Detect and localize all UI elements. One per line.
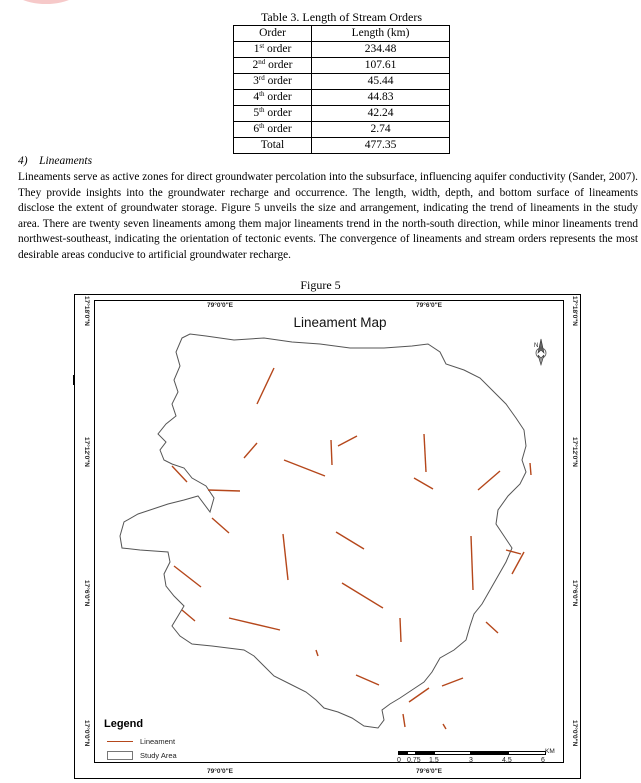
right-lat-label-1: 17°18'0"N [571,296,578,326]
legend-study-area-swatch [107,751,133,760]
bottom-lon-label-1: 79°0'0"E [207,768,234,775]
legend-study-area-label: Study Area [140,751,177,760]
table-header-row [234,26,450,42]
left-lat-label-3: 17°6'0"N [83,580,90,607]
lineament-line [331,440,332,465]
bottom-lon-label-2: 79°6'0"E [416,768,443,775]
scale-segment [471,751,508,755]
order-cell: 1st order [234,42,312,58]
right-lat-label-4: 17°0'0"N [571,720,578,747]
scale-segment [434,751,471,755]
north-arrow-icon [531,337,551,367]
scale-label: 6 [541,757,545,764]
scale-label: 1.5 [429,757,439,764]
lineament-line [486,622,498,633]
length-cell: 42.24 [312,106,450,122]
scale-segment [508,751,546,755]
left-lat-label-4: 17°0'0"N [83,720,90,747]
length-cell: 45.44 [312,74,450,90]
left-lat-label-1: 17°18'0"N [83,296,90,326]
scale-label: 3 [469,757,473,764]
order-cell: 5th order [234,106,312,122]
top-lon-label-1: 79°0'0"E [207,302,234,309]
length-cell: 2.74 [312,122,450,138]
left-lat-label-2: 17°12'0"N [83,437,90,467]
figure-caption: Figure 5 [300,278,341,292]
lineament-line [512,552,524,574]
table-total-row [234,138,450,154]
header-order: Order [234,26,312,42]
table-row [234,58,450,74]
section-paragraph: Lineaments serve as active zones for direct groundwater percolation into the subsurface, influencing aquifer conductivity (Sander, 2007). They provide insights into the groundwater recharge and occurrence. The length, width, depth, and bottom surface of lineaments disclose the extent of groundwater storage. Figure 5 unveils the size and arrangement, indicating the trend of lineaments in the study area. There are twenty seven lineaments among them major lineaments trend in the north-south direction, while minor lineaments trend northwest-southeast, indicating the orientation of tectonic events. The convergence of lineaments and stream orders represents the most desirable areas conducive to artificial groundwater recharge. [18,171,638,261]
scale-bar [398,751,546,755]
total-value: 477.35 [312,138,450,154]
right-lat-label-3: 17°6'0"N [571,580,578,607]
section-heading: 4) Lineaments [18,155,93,167]
top-lon-label-2: 79°6'0"E [416,302,443,309]
legend-title: Legend [104,718,144,730]
stream-order-table [233,25,450,154]
study-area-boundary [120,334,526,728]
table-row [234,74,450,90]
order-cell: 6th order [234,122,312,138]
legend-lineament-swatch [107,741,133,742]
lineament-line [403,714,405,727]
order-cell: 3rd order [234,74,312,90]
right-lat-label-2: 17°12'0"N [571,437,578,467]
scale-unit: KM [545,748,555,755]
scale-segment [416,751,434,755]
table-row [234,122,450,138]
lineament-line [530,463,531,475]
length-cell: 234.48 [312,42,450,58]
table-title: Table 3. Length of Stream Orders [260,10,423,24]
table-row [234,42,450,58]
scale-segment [398,751,407,755]
scale-label: 0.75 [407,757,421,764]
lineament-line [400,618,401,642]
north-label: N [534,343,539,349]
lineament-line [442,678,463,686]
lineament-map [94,300,564,763]
scale-label: 0 [397,757,401,764]
table-row [234,90,450,106]
corner-decoration [6,0,86,4]
map-title: Lineament Map [293,315,387,330]
scale-label: 4.5 [502,757,512,764]
legend-lineament-label: Lineament [140,737,176,746]
lineament-line [443,724,446,729]
header-length: Length (km) [312,26,450,42]
order-cell: 4th order [234,90,312,106]
length-cell: 44.83 [312,90,450,106]
order-cell: 2nd order [234,58,312,74]
table-row [234,106,450,122]
total-label: Total [234,138,312,154]
length-cell: 107.61 [312,58,450,74]
lineament-line [208,490,240,491]
scale-segment [407,751,416,755]
